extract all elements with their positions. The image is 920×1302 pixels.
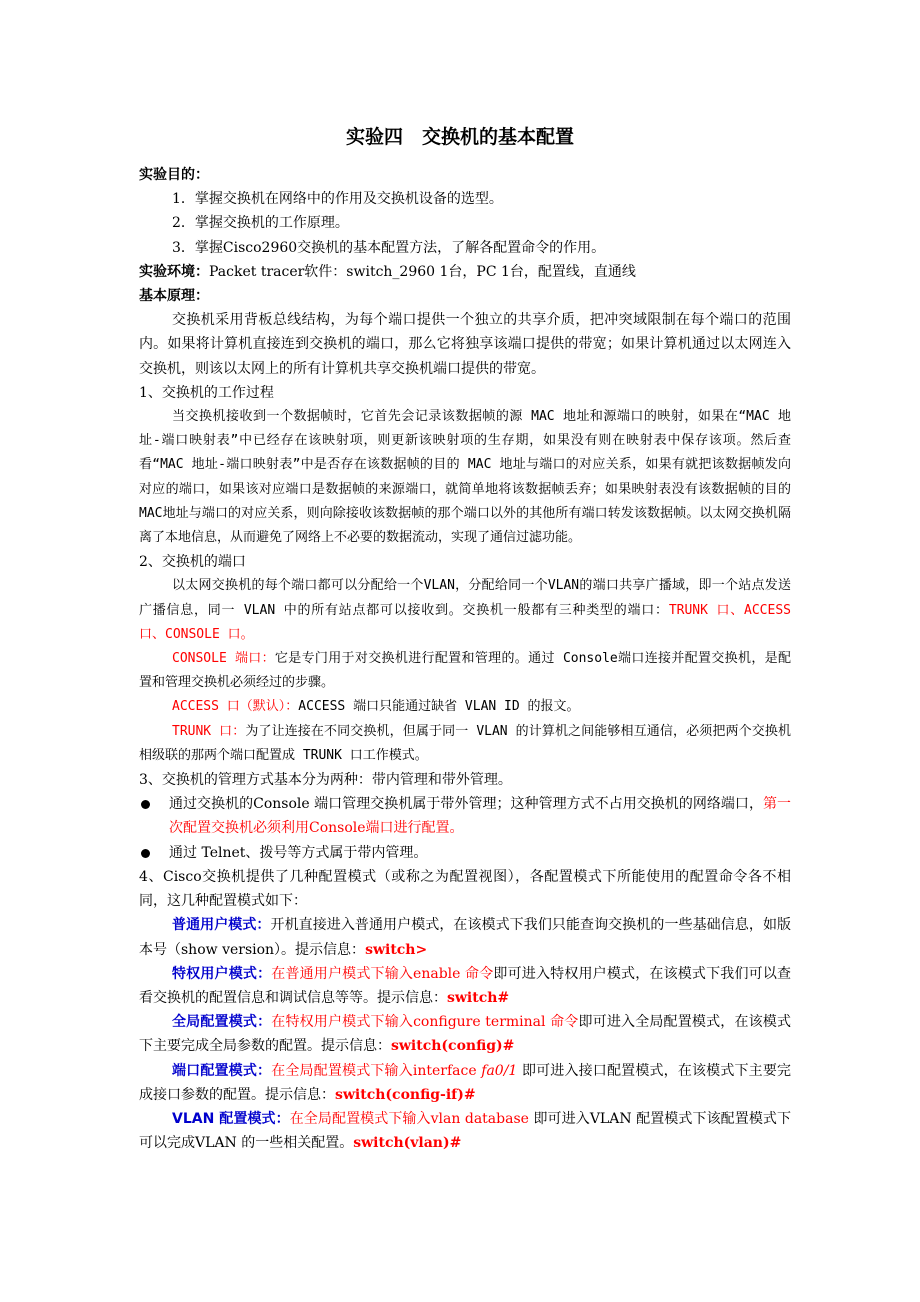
env-text: Packet tracer软件：switch_2960 1台，PC 1台，配置线，直通线 (209, 263, 636, 280)
env-heading: 实验环境： (139, 263, 209, 280)
principle-intro: 交换机采用背板总线结构，为每个端口提供一个独立的共享介质，把冲突域限制在每个端口的范围内。如果将计算机直接连到交换机的端口，那么它将独享该端口提供的带宽；如果计算机通过以太网连入交换机，则该以太网上的所有计算机共享交换机端口提供的带宽。 (139, 312, 791, 377)
mode-interface-prompt: switch(config-if)# (335, 1086, 476, 1103)
mode-user-label: 普通用户模式： (172, 917, 271, 934)
trunk-port-para (139, 720, 791, 768)
mode-privileged (139, 962, 791, 1010)
trunk-port-text: 为了让连接在不同交换机，但属于同一 VLAN 的计算机之间能够相互通信，必须把两个交换机相级联的那两个端口配置成 TRUNK 口工作模式。 (139, 723, 791, 763)
bullet-dot-icon (141, 800, 150, 809)
mode-user-text: 开机直接进入普通用户模式，在该模式下我们只能查询交换机的一些基础信息，如版本号（show version）。提示信息： (139, 917, 792, 958)
mode-vlan-cmd: 在全局配置模式下输入vlan database (289, 1110, 529, 1127)
trunk-port-label: TRUNK 口： (172, 723, 246, 739)
section-1-text: 当交换机接收到一个数据帧时，它首先会记录该数据帧的源 MAC 地址和源端口的映射，如果在“MAC 地址-端口映射表”中已经存在该映射项，则更新该映射项的生存期，如果没有则在映射表中保存该项。然后查看“MAC 地址-端口映射表”中是否存在该数据帧的目的 MAC 地址与端口的对应关系，如果有就把该数据帧发向对应的端口，如果该对应端口是数据帧的来源端口，就简单地将该数据帧丢弃；如果映射表没有该数据帧的目的MAC地址与端口的对应关系，则向除接收该数据帧的那个端口以外的其他所有端口转发该数据帧。以太网交换机隔离了本地信息，从而避免了网络上不必要的数据流动，实现了通信过滤功能。 (139, 409, 791, 546)
page-title: 实验四 交换机的基本配置 (345, 126, 574, 148)
section-1-heading: 1、交换机的工作过程 (139, 384, 274, 401)
bullet-1-red: 第一次配置交换机必须利用Console端口进行配置。 (169, 796, 792, 837)
mode-interface-port: fa0/1 (481, 1062, 518, 1079)
purpose-item-2: 2．掌握交换机的工作原理。 (172, 215, 349, 232)
document-body (139, 163, 791, 1155)
bullet-dot-icon (141, 849, 150, 858)
access-port-para (139, 695, 791, 719)
mode-global-text: 即可进入全局配置模式，在该模式下主要完成全局参数的配置。提示信息： (139, 1014, 791, 1055)
mode-global-cmd: 在特权用户模式下输入configure terminal 命令 (271, 1014, 579, 1031)
console-port-text: 它是专门用于对交换机进行配置和管理的。通过 Console端口连接并配置交换机，是配置和管理交换机必须经过的步骤。 (139, 651, 791, 691)
access-port-text: ACCESS 端口只能通过缺省 VLAN ID 的报文。 (298, 699, 580, 715)
mode-global-label: 全局配置模式： (172, 1014, 272, 1031)
mode-vlan-prompt: switch(vlan)# (353, 1135, 462, 1152)
principle-heading: 基本原理： (139, 288, 209, 305)
mode-global-prompt: switch(config)# (391, 1038, 515, 1055)
purpose-heading: 实验目的： (139, 167, 209, 183)
section-2-heading: 2、交换机的端口 (139, 554, 246, 571)
mode-user (139, 913, 791, 961)
mode-vlan (139, 1107, 791, 1155)
mode-interface-cmd: 在全局配置模式下输入interface (271, 1062, 482, 1079)
bullet-2-text: 通过 Telnet、拨号等方式属于带内管理。 (169, 844, 428, 861)
mode-privileged-label: 特权用户模式： (172, 965, 272, 982)
mode-vlan-label: VLAN 配置模式： (172, 1110, 290, 1127)
bullet-out-of-band (139, 792, 791, 840)
mode-interface (139, 1059, 791, 1107)
purpose-item-1: 1．掌握交换机在网络中的作用及交换机设备的选型。 (172, 191, 503, 208)
section-2-body: 以太网交换机的每个端口都可以分配给一个VLAN，分配给同一个VLAN的端口共享广播域，即一个站点发送广播信息，同一 VLAN 中的所有站点都可以接收到。交换机一般都有三种类型的端口： (139, 578, 791, 618)
mode-global (139, 1010, 791, 1058)
purpose-item-3: 3．掌握Cisco2960交换机的基本配置方法，了解各配置命令的作用。 (172, 239, 606, 256)
section-2-text (139, 574, 791, 647)
mode-interface-label: 端口配置模式： (172, 1062, 272, 1079)
mode-vlan-text: 即可进入VLAN 配置模式下该配置模式下可以完成VLAN 的一些相关配置。 (139, 1110, 791, 1152)
mode-interface-text: 即可进入接口配置模式，在该模式下主要完成接口参数的配置。提示信息： (139, 1062, 792, 1103)
section-4-heading: 4、Cisco交换机提供了几种配置模式（或称之为配置视图），各配置模式下所能使用的配置命令各不相同，这几种配置模式如下： (139, 868, 791, 910)
section-3-heading: 3、交换机的管理方式基本分为两种：带内管理和带外管理。 (139, 772, 512, 789)
bullet-in-band (139, 841, 791, 865)
mode-privileged-text: 即可进入特权用户模式，在该模式下我们可以查看交换机的配置信息和调试信息等等。提示信息： (139, 965, 792, 1006)
mode-privileged-cmd: 在普通用户模式下输入enable 命令 (271, 965, 494, 982)
mode-privileged-prompt: switch# (447, 989, 510, 1006)
console-port-para (139, 647, 791, 695)
env-line (139, 260, 791, 284)
port-types: TRUNK 口、ACCESS 口、CONSOLE 口。 (139, 602, 791, 642)
mode-user-prompt: switch> (365, 941, 428, 958)
access-port-label: ACCESS 口（默认）： (172, 699, 299, 715)
console-port-label: CONSOLE 端口： (172, 651, 275, 667)
bullet-1-text: 通过交换机的Console 端口管理交换机属于带外管理；这种管理方式不占用交换机的网络端口， (169, 796, 763, 813)
